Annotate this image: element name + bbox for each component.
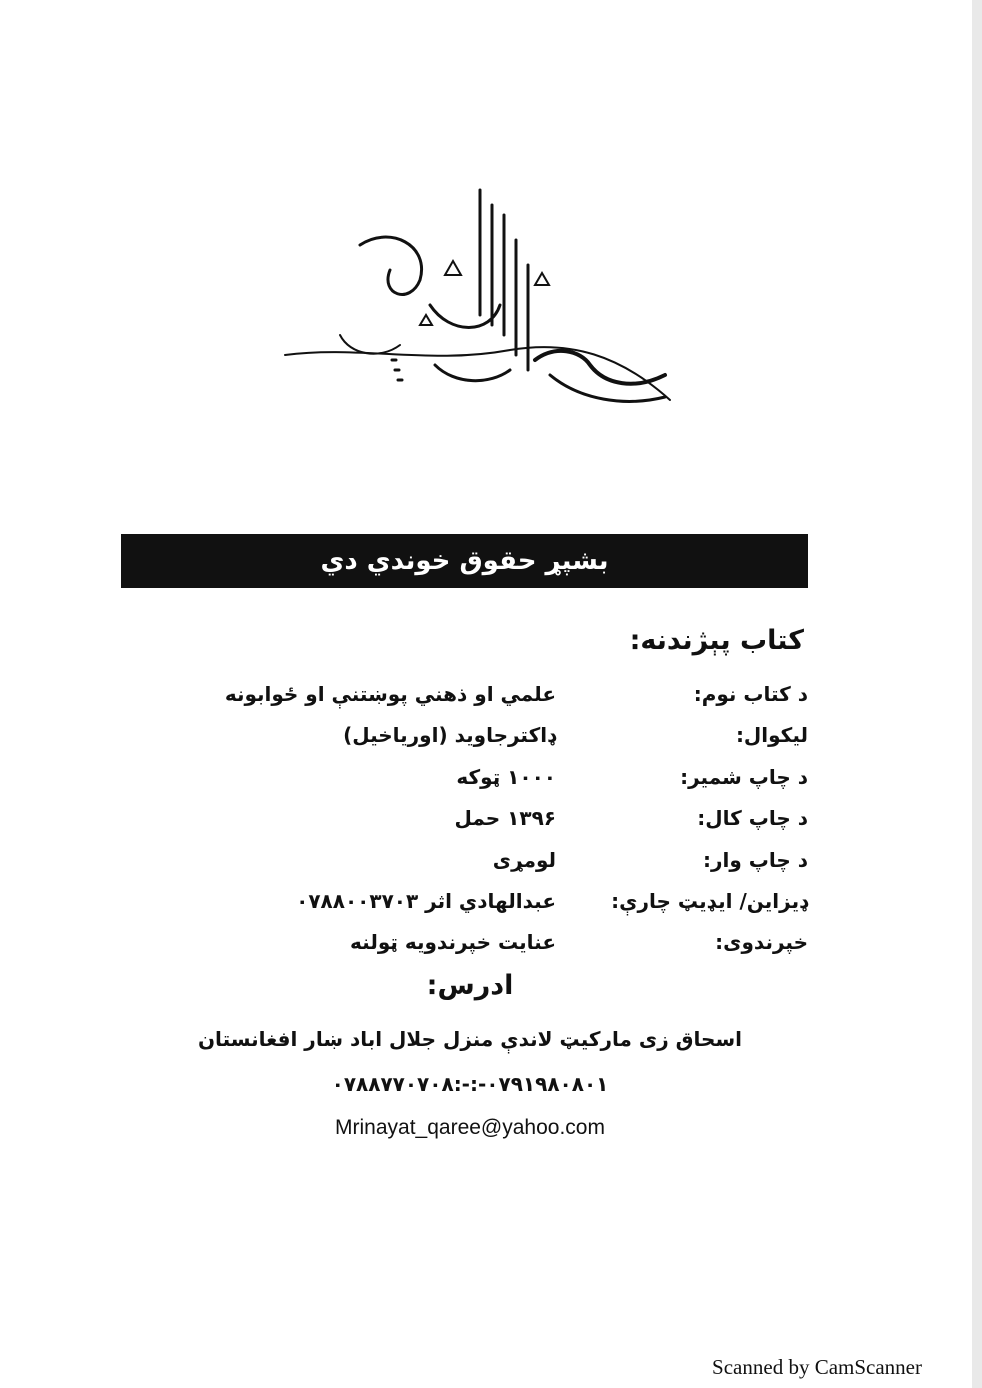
scanner-watermark: Scanned by CamScanner [712,1355,922,1379]
detail-value: علمي او ذهني پوښتنې او ځوابونه [224,682,556,706]
detail-label: د چاپ شمير: [680,765,808,789]
detail-value: عبدالهادي اثر ۰۷۸۸۰۰۳۷۰۳ [296,889,556,913]
detail-value: عنايت خپرندويه ټولنه [350,930,556,954]
bismillah-calligraphy [280,185,680,420]
detail-row-author [200,723,808,757]
detail-label: ليکوال: [735,723,808,747]
book-info-heading: کتاب پېژندنه: [629,625,804,656]
detail-label: ډیزاين/ ايډيټ چارې: [611,889,808,913]
address-heading: ادرس: [426,970,514,1001]
detail-value: ډاکترجاويد (اورياخيل) [343,723,556,747]
detail-value: ۱۰۰۰ ټوکه [456,765,556,789]
detail-value: لومړی [492,848,556,872]
phone-numbers: ۰۷۹۱۹۸۰۸۰۱-:-:۰۷۸۸۷۷۰۷۰۸ [331,1072,609,1096]
detail-row-print-year [200,806,808,840]
detail-row-print-count [200,765,808,799]
page-edge [972,0,982,1388]
detail-row-publisher [200,930,808,964]
email-address: Mrinayat_qaree@yahoo.com [335,1116,605,1139]
rights-reserved-banner [121,534,808,588]
detail-value: ۱۳۹۶ حمل [454,806,556,830]
detail-row-edition [200,848,808,882]
detail-row-book-name [200,682,808,716]
rights-reserved-text: بشپړ حقوق خوندي دي [320,546,609,576]
address-text: اسحاق زی مارکيټ لاندې منزل جلال اباد ښار افغانستان [197,1027,742,1051]
detail-label: خپرندوی: [715,930,808,954]
detail-label: د چاپ کال: [697,806,808,830]
detail-row-design [200,889,808,923]
detail-label: د چاپ وار: [702,848,808,872]
detail-label: د کتاب نوم: [693,682,808,706]
